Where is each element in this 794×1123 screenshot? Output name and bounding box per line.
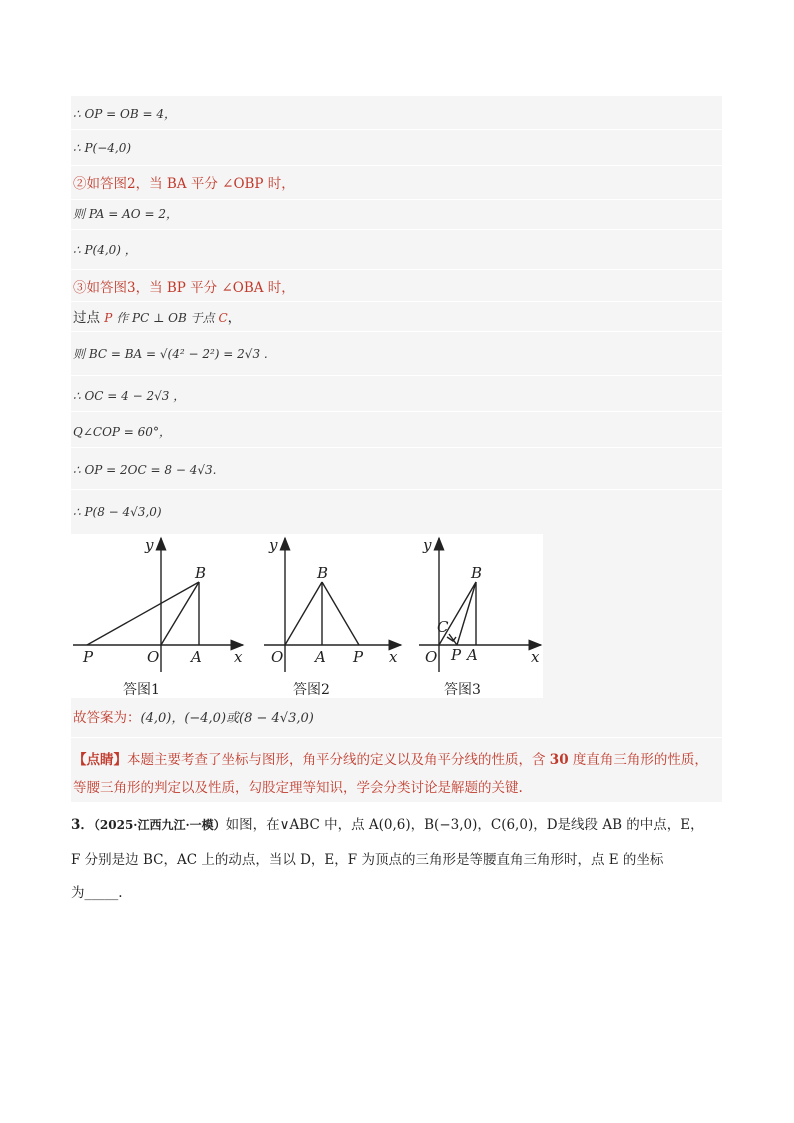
axis-label-x: x [234,648,243,666]
point-label-O: O [271,648,284,666]
point-label: C [218,311,228,325]
segment-OB [161,582,199,645]
figure-caption: 答图2 [293,682,330,698]
case-heading: ③如答图3，当 BP 平分 ∠OBA 时， [71,270,722,302]
solution-panel [71,96,722,802]
step-line: ∴ OP = 2OC = 8 − 4√3. [71,448,722,490]
point-label-A: A [191,648,202,666]
figure-caption: 答图1 [123,682,160,698]
comment-text: 等腰三角形的判定以及性质，勾股定理等知识，学会分类讨论是解题的关键. [73,780,523,796]
figure-caption: 答图3 [444,682,481,698]
answer-figures [71,534,543,698]
step-line: ∴ OP = OB = 4， [71,100,722,130]
text-span: 作 PC ⊥ OB 于点 [112,311,219,325]
point-label-O: O [425,648,438,666]
answer-value: (4,0)，(−4,0)或(8 − 4√3,0) [140,711,314,726]
segment-OB [285,582,322,645]
step-line: ∴ P(−4,0) [71,130,722,166]
text-span: 过点 [73,310,105,326]
question-text: 如图，在∨ABC 中，点 A(0,6)，B(−3,0)，C(6,0)，D是线段 AB 的中点，E， [225,817,704,833]
comment-text: 本题主要考查了坐标与图形，角平分线的定义以及角平分线的性质，含 [127,752,550,768]
point-label-B: B [195,564,207,582]
comment-text: 度直角三角形的性质， [568,752,708,768]
segment-PB [87,582,199,645]
point-label-B: B [471,564,483,582]
comment-tag: 【点睛】 [73,752,127,768]
segment-BP [457,582,476,645]
point-label-P: P [83,648,94,666]
figures-svg [71,534,543,698]
step-line [71,302,722,332]
segment-BP [322,582,359,645]
text-span: ， [227,310,242,326]
axis-label-y: y [145,536,154,554]
case-heading: ②如答图2，当 BA 平分 ∠OBP 时， [71,166,722,200]
question-line: F 分别是边 BC，AC 上的动点，当以 D，E，F 为顶点的三角形是等腰直角三角形时，点 E 的坐标 [71,852,664,868]
question-source: （2025·江西九江·一模） [93,818,226,832]
step-line: Q∠COP = 60°， [71,412,722,448]
comment-block [71,738,722,802]
question-line [71,816,704,834]
answer-prefix: 故答案为： [73,710,141,726]
step-line: 则 BC = BA = √(4² − 2²) = 2√3 . [71,332,722,376]
comment-number: 30 [549,752,569,768]
point-label: P [104,311,113,325]
step-line: ∴ OC = 4 − 2√3 ， [71,376,722,412]
question-line: 为_____. [71,885,123,901]
point-label-P: P [451,646,462,664]
question-number: 3． [71,817,94,833]
point-label-B: B [317,564,329,582]
axis-label-x: x [531,648,540,666]
axis-label-y: y [269,536,278,554]
step-line: ∴ P(4,0) ， [71,230,722,270]
point-label-A: A [315,648,326,666]
point-label-A: A [467,646,478,664]
axis-label-y: y [423,536,432,554]
answer-line [71,700,722,738]
step-line: 则 PA = AO = 2， [71,200,722,230]
point-label-O: O [147,648,160,666]
point-label-C: C [437,618,449,636]
point-label-P: P [353,648,364,666]
step-line: ∴ P(8 − 4√3,0) [73,505,162,519]
axis-label-x: x [389,648,398,666]
